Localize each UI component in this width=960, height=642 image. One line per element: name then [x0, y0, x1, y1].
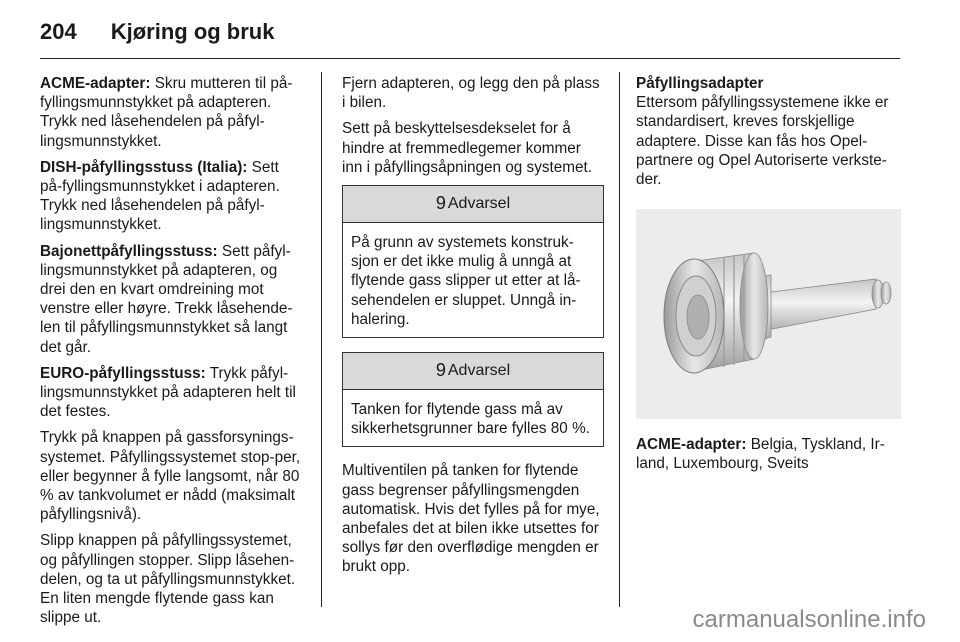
- section-heading: Påfyllingsadapter: [636, 75, 764, 92]
- header-rule: [40, 58, 900, 59]
- warning-icon: 9: [435, 360, 446, 381]
- page-header: [40, 14, 274, 50]
- column-left: [40, 74, 305, 634]
- figure-caption: ACME-adapter: Belgia, Tyskland, Ir-land, Luxembourg, Sveits: [636, 436, 885, 473]
- warning-box: [342, 185, 604, 338]
- warning-icon: 9: [435, 193, 446, 214]
- warning-box: [342, 352, 604, 447]
- page-number: 204: [40, 19, 77, 44]
- warning-title: Advarsel: [447, 195, 511, 213]
- paragraph-euro: EURO-påfyllingsstuss: Trykk påfyl-lingsmunnstykket på adapteren helt til det festes.: [40, 364, 296, 421]
- paragraph-press-button: Trykk på knappen på gassforsynings-systemet. Påfyllingssystemet stop-per, eller begynner å fylle langsomt, når 80 % av tankvolumet er nådd (maksimalt påfyllingsnivå).: [40, 429, 301, 524]
- paragraph-acme: ACME-adapter: Skru mutteren til på-fyllingsmunnstykket på adapteren. Trykk ned låsehendelen på påfyl-lingsmunnstykket.: [40, 75, 293, 150]
- paragraph-dish: DISH-påfyllingsstuss (Italia): Sett på-fyllingsmunnstykket i adapteren. Trykk ned låsehendelen på påfyl-lingsmunnstykket.: [40, 158, 280, 234]
- acme-adapter-illustration: [636, 209, 901, 419]
- warning-header: [343, 353, 603, 390]
- column-divider: [619, 72, 620, 607]
- paragraph-release-button: Slipp knappen på påfyllingssystemet, og påfyllingen stopper. Slipp låsehen-delen, og ta ut påfyllingsmunnstykket. En liten mengde flytende gass kan slippe ut.: [40, 532, 296, 627]
- paragraph-cover: Sett på beskyttelsesdekselet for å hindre at fremmedlegemer kommer inn i påfyllingsåpningen og systemet.: [342, 120, 593, 176]
- paragraph-multivalve: Multiventilen på tanken for flytende gass begrenser påfyllingsmengden automatisk. Hvis det fylles på for mye, anbefales det at bilen ikke utsettes for sollys før den overflødige mengden er brukt opp.: [342, 462, 600, 576]
- column-right: [636, 74, 902, 481]
- column-divider: [321, 72, 322, 607]
- warning-text: Tanken for flytende gass må av sikkerhetsgrunner bare fylles 80 %.: [351, 401, 590, 438]
- warning-text: På grunn av systemets konstruk-sjon er det ikke mulig å unngå at flytende gass slipper ut etter at lå-sehendelen er sluppet. Unngå in-halering.: [351, 234, 581, 328]
- paragraph-bajonett: Bajonettpåfyllingsstuss: Sett påfyl-lingsmunnstykket på adapteren, og drei den en kvart omdreining mot venstre eller høyre. Trekk låsehende-len til påfyllingsmunnstykket så langt det går.: [40, 242, 293, 356]
- warning-title: Advarsel: [447, 362, 511, 380]
- column-middle: [342, 74, 604, 584]
- paragraph-adapters: Ettersom påfyllingssystemene ikke er standardisert, kreves forskjellige adaptere. Disse kan fås hos Opel-partnere og Opel Autoriserte verkste-der.: [636, 94, 889, 189]
- watermark: carmanualsonline.info: [692, 606, 926, 633]
- warning-header: [343, 186, 603, 223]
- paragraph-remove-adapter: Fjern adapteren, og legg den på plass i bilen.: [342, 75, 600, 112]
- chapter-title: Kjøring og bruk: [110, 19, 275, 44]
- adapter-drawing: [636, 209, 901, 419]
